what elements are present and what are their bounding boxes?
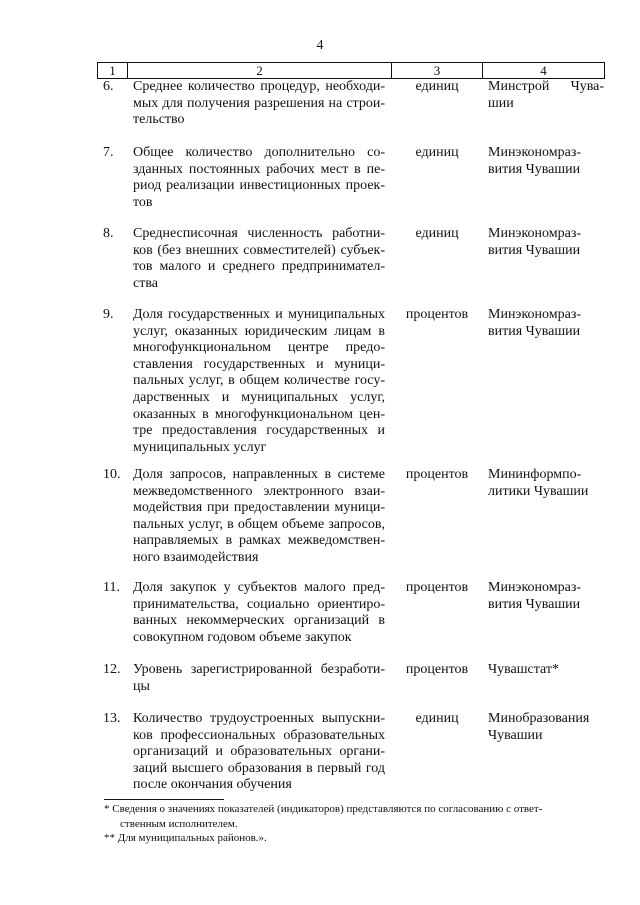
indicator-name-line: риод реализации инвестиционных проек- (133, 178, 385, 194)
responsible-executor (488, 145, 604, 178)
indicator-name-line: Среднее количество процедур, необходи- (133, 79, 385, 94)
responsible-executor-line: Минэкономраз- (488, 145, 582, 160)
unit-of-measure: процентов (405, 580, 469, 595)
indicator-name-line: пальных услуг, в общем количестве госу- (133, 373, 385, 389)
unit-of-measure: единиц (415, 79, 459, 94)
footnote-2: ** Для муниципальных районов.». (104, 832, 267, 844)
row-number: 8. (103, 226, 114, 241)
row-number: 10. (103, 467, 121, 482)
indicator-name-line: тельство (133, 112, 185, 128)
responsible-executor (488, 580, 604, 613)
indicator-name-line: муниципальных услуг (133, 439, 267, 455)
indicator-name-line: Общее количество дополнительно со- (133, 145, 385, 160)
unit-of-measure: процентов (405, 467, 469, 482)
page-number: 4 (316, 38, 324, 53)
unit-of-measure: процентов (405, 662, 469, 677)
indicator-name (133, 580, 385, 646)
row-number: 6. (103, 79, 114, 94)
indicator-name-line: ков профессиональных образовательных (133, 727, 385, 743)
indicator-name-line: принимательства, социально ориентиро- (133, 596, 385, 612)
responsible-executor-line: Минэкономраз- (488, 226, 582, 241)
column-header-1: 1 (97, 63, 128, 78)
indicator-name-line: модействия при предоставлении муници- (133, 500, 385, 516)
responsible-executor-line: Чувашстат* (488, 662, 559, 677)
indicator-name (133, 307, 385, 456)
row-number: 11. (103, 580, 120, 595)
indicator-name-line: после окончания обучения (133, 777, 292, 793)
responsible-executor-line: Минэкономраз- (488, 307, 582, 322)
responsible-executor (488, 307, 604, 340)
responsible-executor-line: вития Чувашии (488, 596, 581, 612)
indicator-name (133, 79, 385, 129)
row-number: 7. (103, 145, 114, 160)
footnote-divider (104, 799, 224, 800)
indicator-name-line: ков (без внешних совместителей) субъек- (133, 242, 385, 258)
indicator-name-line: тов малого и среднего предпринимател- (133, 259, 385, 275)
indicator-name-line: оказанных в многофункциональном цен- (133, 406, 385, 422)
responsible-executor-line: шии (488, 95, 514, 111)
indicator-name-line: цы (133, 678, 150, 694)
indicator-name-line: ного взаимодействия (133, 549, 259, 565)
indicator-name-line: тов (133, 194, 153, 210)
responsible-executor-line: вития Чувашии (488, 161, 581, 177)
indicator-name-line: Доля закупок у субъектов малого пред- (133, 580, 385, 595)
indicator-name (133, 145, 385, 211)
responsible-executor-line: Минстрой Чува- (488, 79, 604, 94)
table-header (97, 62, 605, 79)
indicator-name-line: Доля запросов, направленных в системе (133, 467, 385, 482)
indicator-name-line: тре предоставления государственных и (133, 423, 385, 439)
indicator-name-line: зданных постоянных рабочих мест в пе- (133, 161, 385, 177)
responsible-executor (488, 79, 604, 112)
indicator-name-line: Среднесписочная численность работни- (133, 226, 385, 241)
indicator-name-line: совокупном годовом объеме закупок (133, 629, 352, 645)
indicator-name-line: Уровень зарегистрированной безработи- (133, 662, 385, 677)
indicator-name-line: дарственных и муниципальных услуг, (133, 389, 385, 405)
responsible-executor (488, 226, 604, 259)
indicator-name-line: ства (133, 275, 158, 291)
responsible-executor-line: Минобразования (488, 711, 590, 726)
indicator-name-line: мых для получения разрешения на строи- (133, 95, 385, 111)
indicator-name-line: организаций и образовательных органи- (133, 744, 385, 760)
indicator-name (133, 662, 385, 695)
row-number: 13. (103, 711, 121, 726)
indicator-name-line: Количество трудоустроенных выпускни- (133, 711, 385, 726)
responsible-executor-line: Минэкономраз- (488, 580, 582, 595)
indicator-name-line: многофункциональном центре предо- (133, 340, 385, 356)
column-header-2: 2 (128, 63, 392, 78)
indicator-name-line: Доля государственных и муниципальных (133, 307, 385, 322)
unit-of-measure: процентов (405, 307, 469, 322)
responsible-executor-line: Чувашии (488, 727, 543, 743)
indicator-name-line: ванных некоммерческих организаций в (133, 613, 385, 629)
footnote-1-line: * Сведения о значениях показателей (индикаторов) представляются по согласованию с ответ- (104, 803, 543, 815)
responsible-executor (488, 467, 604, 500)
responsible-executor (488, 711, 604, 744)
indicator-name-line: направляемых в рамках межведомствен- (133, 533, 385, 549)
column-header-3: 3 (392, 63, 483, 78)
indicator-name-line: межведомственного электронного взаи- (133, 483, 385, 499)
indicator-name (133, 226, 385, 292)
row-number: 12. (103, 662, 121, 677)
responsible-executor (488, 662, 604, 679)
footnote-1-line: ственным исполнителем. (120, 817, 238, 830)
indicator-name-line: заций высшего образования в первый год (133, 760, 385, 776)
responsible-executor-line: вития Чувашии (488, 242, 581, 258)
indicator-name-line: услуг, оказанных юридическим лицам в (133, 323, 385, 339)
unit-of-measure: единиц (415, 145, 459, 160)
responsible-executor-line: Мининформпо- (488, 467, 582, 482)
indicator-name-line: пальных услуг, в общем объеме запросов, (133, 516, 385, 532)
responsible-executor-line: вития Чувашии (488, 323, 581, 339)
footnote-1 (104, 802, 604, 831)
responsible-executor-line: литики Чувашии (488, 483, 589, 499)
unit-of-measure: единиц (415, 226, 459, 241)
indicator-name-line: ставления государственных и муници- (133, 356, 385, 372)
unit-of-measure: единиц (415, 711, 459, 726)
row-number: 9. (103, 307, 114, 322)
column-header-4: 4 (483, 63, 605, 78)
indicator-name (133, 711, 385, 794)
indicator-name (133, 467, 385, 567)
